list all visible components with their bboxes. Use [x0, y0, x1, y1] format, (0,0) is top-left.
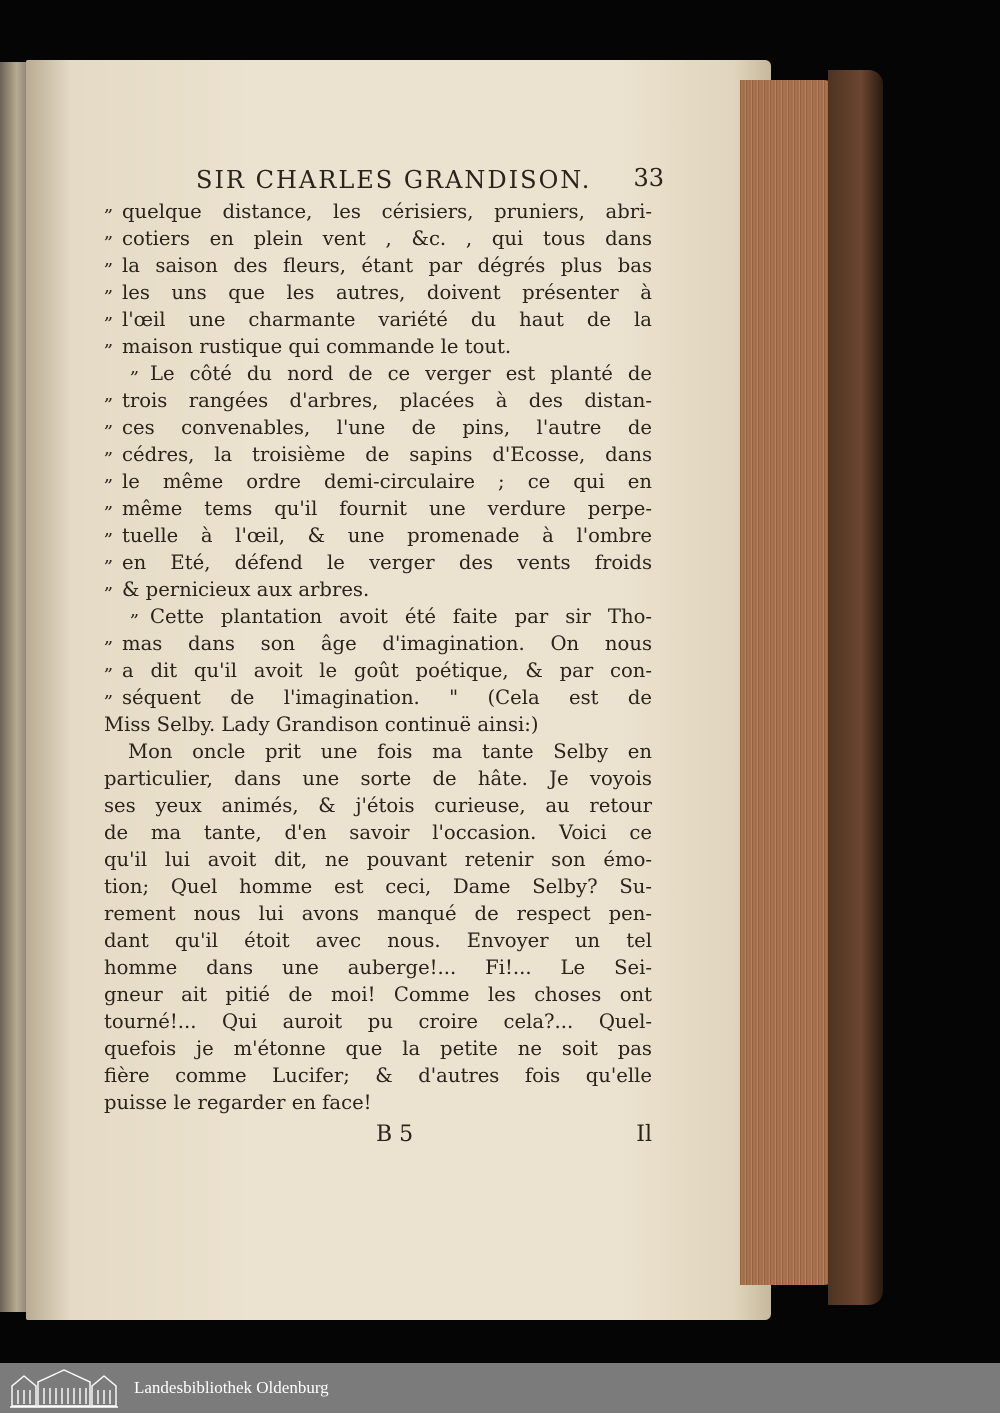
- text-line: „ les uns que les autres, doivent présenter à: [104, 279, 652, 306]
- text-line: particulier, dans une sorte de hâte. Je voyois: [104, 767, 652, 790]
- text-line: qu'il lui avoit dit, ne pouvant retenir son émo-: [104, 848, 652, 871]
- text-line: „ le même ordre demi-circulaire ; ce qui en: [104, 468, 652, 495]
- text-line: „ séquent de l'imagination. " (Cela est de: [104, 684, 652, 711]
- text-line: tion; Quel homme est ceci, Dame Selby? Su-: [104, 875, 652, 898]
- text-line: „ maison rustique qui commande le tout.: [104, 333, 652, 360]
- text-line: „ cédres, la troisième de sapins d'Ecosse, dans: [104, 441, 652, 468]
- text-line: Miss Selby. Lady Grandison continuë ainsi:): [104, 713, 539, 736]
- library-banner: [0, 1363, 1000, 1413]
- book-cover: [828, 70, 883, 1305]
- text-line: „ mas dans son âge d'imagination. On nous: [104, 630, 652, 657]
- text-line: puisse le regarder en face!: [104, 1091, 372, 1114]
- text-line: „ Cette plantation avoit été faite par sir Tho-: [104, 603, 652, 630]
- page-number: 33: [633, 164, 664, 192]
- text-line: „ l'œil une charmante variété du haut de la: [104, 306, 652, 333]
- text-line: homme dans une auberge!... Fi!... Le Sei-: [104, 956, 652, 979]
- text-line: „ a dit qu'il avoit le goût poétique, & par con-: [104, 657, 652, 684]
- page-footer: [104, 1120, 652, 1154]
- text-line: dant qu'il étoit avec nous. Envoyer un tel: [104, 929, 652, 952]
- text-line: „ même tems qu'il fournit une verdure perpe-: [104, 495, 652, 522]
- catchword: Il: [636, 1122, 652, 1147]
- page-text: [104, 164, 664, 1154]
- page-header: [104, 164, 664, 198]
- text-line: „ quelque distance, les cérisiers, pruniers, abri-: [104, 198, 652, 225]
- text-line: „ tuelle à l'œil, & une promenade à l'ombre: [104, 522, 652, 549]
- text-line: de ma tante, d'en savoir l'occasion. Voici ce: [104, 821, 652, 844]
- text-line: „ ces convenables, l'une de pins, l'autre de: [104, 414, 652, 441]
- signature-mark: B 5: [376, 1122, 414, 1147]
- text-line: quefois je m'étonne que la petite ne soit pas: [104, 1037, 652, 1060]
- text-line: gneur ait pitié de moi! Comme les choses ont: [104, 983, 652, 1006]
- library-name: Landesbibliothek Oldenburg: [134, 1378, 329, 1397]
- text-line: „ trois rangées d'arbres, placées à des distan-: [104, 387, 652, 414]
- text-line: „ la saison des fleurs, étant par dégrés plus bas: [104, 252, 652, 279]
- page-edges: [740, 80, 836, 1285]
- text-line: tourné!... Qui auroit pu croire cela?... Quel-: [104, 1010, 652, 1033]
- text-line: „ & pernicieux aux arbres.: [104, 576, 652, 603]
- previous-page-edge: [0, 62, 28, 1312]
- text-line: rement nous lui avons manqué de respect pen-: [104, 902, 652, 925]
- text-line: fière comme Lucifer; & d'autres fois qu'elle: [104, 1064, 652, 1087]
- text-line: „ en Eté, défend le verger des vents froids: [104, 549, 652, 576]
- library-building-icon: [8, 1366, 120, 1410]
- text-line: ses yeux animés, & j'étois curieuse, au retour: [104, 794, 652, 817]
- text-line: Mon oncle prit une fois ma tante Selby en: [128, 740, 652, 763]
- running-head: SIR CHARLES GRANDISON.: [196, 166, 592, 194]
- text-line: „ cotiers en plein vent , &c. , qui tous dans: [104, 225, 652, 252]
- text-line: „ Le côté du nord de ce verger est planté de: [104, 360, 652, 387]
